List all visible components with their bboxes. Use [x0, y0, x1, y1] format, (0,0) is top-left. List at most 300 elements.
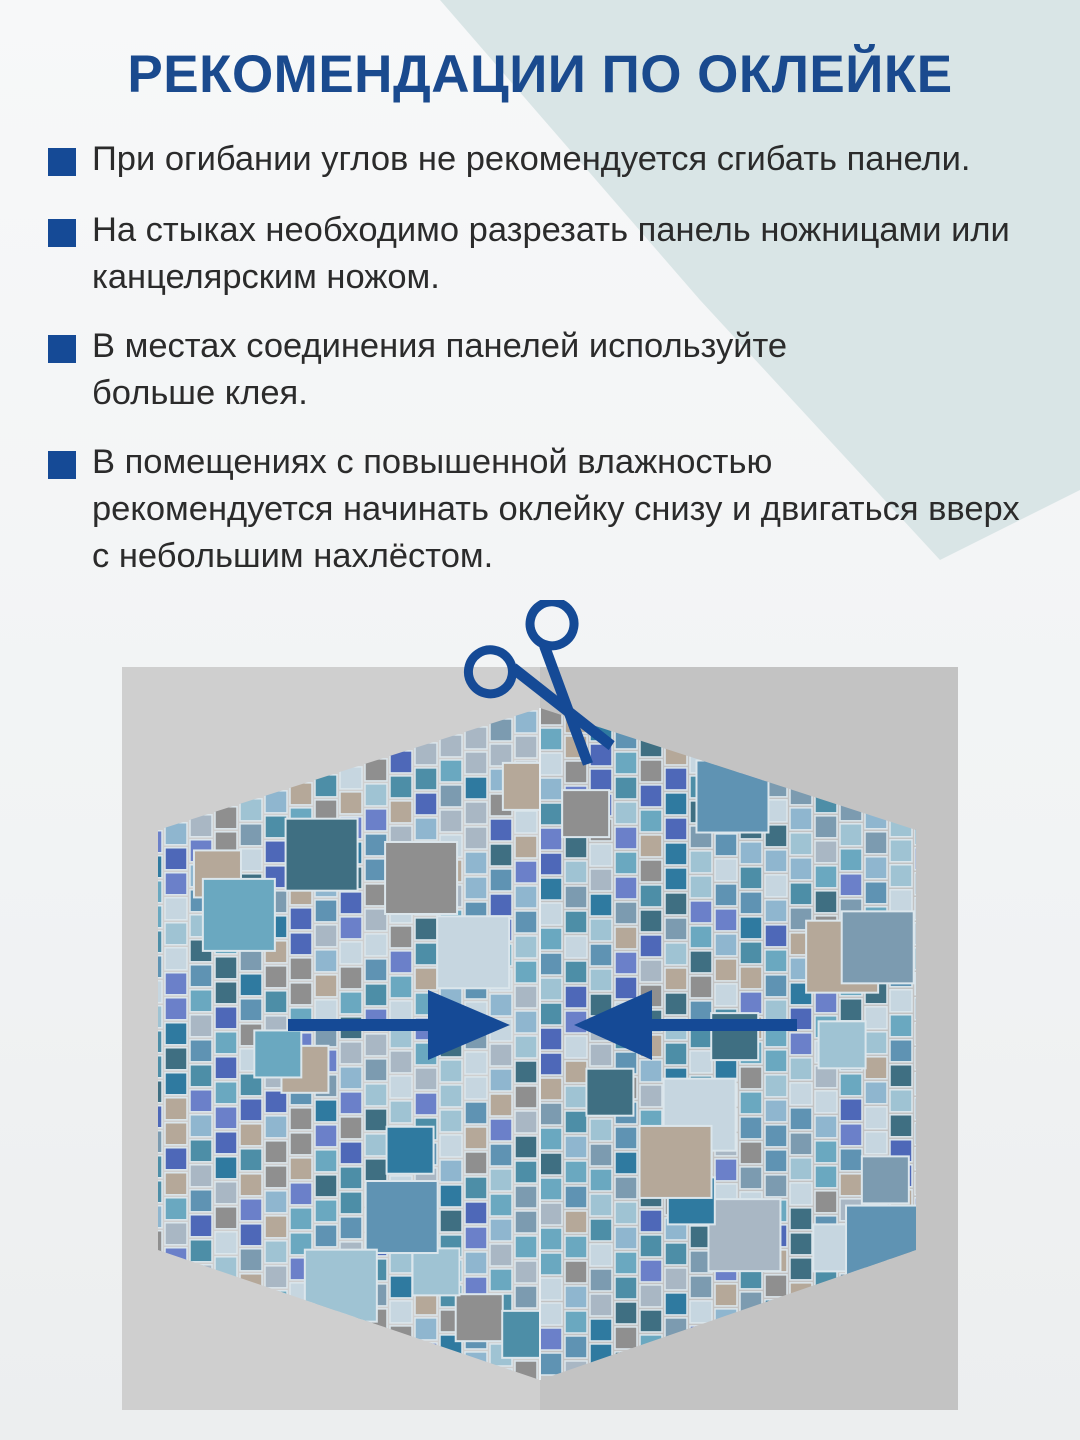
mosaic-tile — [615, 977, 637, 999]
mosaic-tile — [790, 1033, 812, 1055]
mosaic-tile — [490, 1244, 512, 1266]
mosaic-tile — [540, 828, 562, 850]
mosaic-tile — [90, 1222, 112, 1244]
mosaic-tile — [240, 849, 262, 871]
mosaic-tile — [815, 991, 837, 1013]
mosaic-tile — [640, 960, 662, 982]
mosaic-tile — [415, 768, 437, 790]
mosaic-tile — [590, 769, 612, 791]
mosaic-tile — [565, 961, 587, 983]
mosaic-tile — [665, 968, 687, 990]
mosaic-tile — [290, 1433, 312, 1440]
mosaic-tile — [740, 967, 762, 989]
mosaic-tile — [315, 1225, 337, 1247]
mosaic-tile — [740, 1117, 762, 1139]
mosaic-tile — [390, 1301, 412, 1323]
mosaic-tile — [790, 1108, 812, 1130]
mosaic-tile — [715, 834, 737, 856]
mosaic-tile — [190, 990, 212, 1012]
mosaic-tile — [790, 1083, 812, 1105]
mosaic-tile — [965, 1389, 987, 1411]
mosaic-tile — [365, 984, 387, 1006]
mosaic-tile — [890, 1015, 912, 1037]
mosaic-tile — [265, 1091, 287, 1113]
mosaic-tile — [615, 1177, 637, 1199]
mosaic-tile — [365, 809, 387, 831]
mosaic-tile — [90, 1122, 112, 1144]
mosaic-tile — [90, 1372, 112, 1394]
mosaic-tile — [765, 875, 787, 897]
mosaic-tile — [565, 1311, 587, 1333]
mosaic-tile — [565, 886, 587, 908]
mosaic-tile — [540, 1028, 562, 1050]
mosaic-tile — [765, 1000, 787, 1022]
mosaic-tile — [90, 772, 112, 794]
mosaic-tile-large — [640, 1126, 712, 1198]
mosaic-tile — [315, 1100, 337, 1122]
mosaic-tile — [515, 1211, 537, 1233]
mosaic-tile — [690, 1276, 712, 1298]
mosaic-tile — [665, 893, 687, 915]
mosaic-tile — [465, 877, 487, 899]
mosaic-tile — [765, 1150, 787, 1172]
mosaic-tile — [440, 1160, 462, 1182]
mosaic-tile — [690, 976, 712, 998]
mosaic-tile-large — [385, 842, 457, 914]
mosaic-tile — [265, 1166, 287, 1188]
mosaic-tile — [290, 983, 312, 1005]
mosaic-tile — [865, 1007, 887, 1029]
mosaic-tile — [540, 728, 562, 750]
mosaic-tile — [765, 1050, 787, 1072]
mosaic-tile — [965, 939, 987, 961]
mosaic-tile — [240, 1149, 262, 1171]
mosaic-tile — [315, 1000, 337, 1022]
mosaic-tile — [240, 824, 262, 846]
mosaic-tile — [340, 967, 362, 989]
mosaic-tile — [840, 1124, 862, 1146]
mosaic-tile — [165, 1073, 187, 1095]
mosaic-tile — [165, 998, 187, 1020]
mosaic-tile — [490, 894, 512, 916]
mosaic-tile — [340, 942, 362, 964]
mosaic-tile — [365, 1134, 387, 1156]
mosaic-tile — [565, 1061, 587, 1083]
mosaic-tile — [515, 1086, 537, 1108]
mosaic-tile — [290, 958, 312, 980]
mosaic-tile — [640, 860, 662, 882]
mosaic-tile — [615, 752, 637, 774]
mosaic-tile — [565, 861, 587, 883]
mosaic-tile — [965, 989, 987, 1011]
recommendation-text: В местах соединения панелей используйте больше клея. — [92, 327, 788, 412]
mosaic-tile — [290, 1208, 312, 1230]
mosaic-tile — [890, 890, 912, 912]
mosaic-tile — [440, 1185, 462, 1207]
mosaic-tile — [965, 1164, 987, 1186]
mosaic-tile — [715, 959, 737, 981]
mosaic-tile — [440, 810, 462, 832]
mosaic-tile — [265, 1191, 287, 1213]
mosaic-tile — [215, 982, 237, 1004]
mosaic-tile — [215, 957, 237, 979]
mosaic-tile — [240, 999, 262, 1021]
mosaic-tile — [465, 777, 487, 799]
mosaic-tile — [540, 1053, 562, 1075]
mosaic-tile — [340, 1117, 362, 1139]
mosaic-tile — [640, 885, 662, 907]
mosaic-tile — [765, 1125, 787, 1147]
mosaic-tile — [815, 1091, 837, 1113]
mosaic-tile — [965, 1364, 987, 1386]
mosaic-tile — [340, 1167, 362, 1189]
mosaic-tile — [90, 1397, 112, 1419]
mosaic-tile — [840, 1174, 862, 1196]
mosaic-tile — [665, 818, 687, 840]
mosaic-tile — [265, 1141, 287, 1163]
mosaic-tile — [290, 1408, 312, 1430]
mosaic-tile — [665, 1243, 687, 1265]
mosaic-tile — [90, 847, 112, 869]
mosaic-tile — [215, 1182, 237, 1204]
mosaic-tile — [215, 1207, 237, 1229]
mosaic-tile — [540, 1278, 562, 1300]
mosaic-tile — [290, 1108, 312, 1130]
mosaic-tile — [565, 911, 587, 933]
mosaic-tile — [615, 827, 637, 849]
mosaic-tile — [165, 1023, 187, 1045]
mosaic-tile — [190, 1040, 212, 1062]
mosaic-tile — [890, 1040, 912, 1062]
mosaic-tile — [415, 1318, 437, 1340]
mosaic-tile — [665, 843, 687, 865]
mosaic-tile — [590, 1244, 612, 1266]
mosaic-tile-large — [437, 916, 509, 988]
mosaic-tile — [190, 1165, 212, 1187]
mosaic-tile — [290, 1158, 312, 1180]
mosaic-tile — [590, 1219, 612, 1241]
mosaic-tile — [665, 918, 687, 940]
mosaic-tile — [965, 1414, 987, 1436]
mosaic-tile — [465, 1102, 487, 1124]
mosaic-tile — [315, 1425, 337, 1440]
mosaic-tile — [265, 991, 287, 1013]
mosaic-tile — [515, 886, 537, 908]
mosaic-tile — [540, 1078, 562, 1100]
mosaic-tile — [240, 1424, 262, 1440]
mosaic-tile — [490, 1219, 512, 1241]
mosaic-tile — [590, 1269, 612, 1291]
mosaic-tile — [290, 1183, 312, 1205]
mosaic-tile — [215, 1407, 237, 1429]
mosaic-tile — [965, 964, 987, 986]
mosaic-tile — [515, 836, 537, 858]
mosaic-tile — [390, 1251, 412, 1273]
mosaic-tile — [890, 1065, 912, 1087]
mosaic-tile — [490, 1194, 512, 1216]
mosaic-tile — [465, 1202, 487, 1224]
mosaic-tile — [765, 950, 787, 972]
mosaic-tile — [690, 901, 712, 923]
mosaic-tile — [740, 942, 762, 964]
mosaic-tile — [615, 777, 637, 799]
mosaic-tile — [640, 1260, 662, 1282]
mosaic-tile — [90, 872, 112, 894]
mosaic-tile — [440, 785, 462, 807]
mosaic-tile — [515, 936, 537, 958]
mosaic-tile — [190, 1240, 212, 1262]
mosaic-tile — [965, 1339, 987, 1361]
mosaic-tile — [565, 1111, 587, 1133]
mosaic-tile — [90, 972, 112, 994]
mosaic-tile — [740, 1417, 762, 1439]
mosaic-tile — [465, 1077, 487, 1099]
mosaic-tile — [665, 1268, 687, 1290]
mosaic-tile — [540, 953, 562, 975]
mosaic-tile-large — [387, 1127, 434, 1174]
mosaic-tile — [490, 1094, 512, 1116]
mosaic-tile — [590, 944, 612, 966]
recommendation-list — [48, 136, 1058, 580]
mosaic-tile — [965, 889, 987, 911]
mosaic-tile — [365, 859, 387, 881]
mosaic-tile — [540, 878, 562, 900]
mosaic-tile — [765, 900, 787, 922]
mosaic-tile — [615, 1252, 637, 1274]
mosaic-tile — [415, 943, 437, 965]
mosaic-tile — [365, 834, 387, 856]
mosaic-tile — [440, 1135, 462, 1157]
mosaic-tile — [615, 1327, 637, 1349]
mosaic-tile — [415, 1068, 437, 1090]
mosaic-tile — [465, 752, 487, 774]
mosaic-tile — [690, 926, 712, 948]
mosaic-tile — [165, 1198, 187, 1220]
recommendation-item — [48, 207, 1022, 301]
recommendation-text: На стыках необходимо разрезать панель ножницами или канцелярским ножом. — [92, 211, 1010, 296]
mosaic-tile — [840, 1074, 862, 1096]
mosaic-tile — [965, 1039, 987, 1061]
mosaic-tile — [740, 1167, 762, 1189]
mosaic-tile — [965, 1064, 987, 1086]
mosaic-tile — [740, 917, 762, 939]
mosaic-tile — [740, 892, 762, 914]
mosaic-tile — [190, 1065, 212, 1087]
mosaic-tile — [590, 1119, 612, 1141]
mosaic-tile — [840, 874, 862, 896]
mosaic-tile — [690, 876, 712, 898]
mosaic-tile — [740, 992, 762, 1014]
mosaic-tile — [565, 1236, 587, 1258]
mosaic-tile — [465, 802, 487, 824]
mosaic-tile — [765, 1175, 787, 1197]
mosaic-tile — [490, 1169, 512, 1191]
mosaic-tile — [465, 1052, 487, 1074]
mosaic-tile — [965, 1314, 987, 1336]
mosaic-tile — [515, 1111, 537, 1133]
mosaic-tile — [165, 923, 187, 945]
mosaic-tile — [965, 789, 987, 811]
mosaic-tile — [415, 793, 437, 815]
mosaic-tile — [340, 892, 362, 914]
mosaic-tile — [90, 997, 112, 1019]
mosaic-tile — [540, 928, 562, 950]
mosaic-tile — [290, 908, 312, 930]
mosaic-tile — [365, 934, 387, 956]
mosaic-tile — [615, 1152, 637, 1174]
mosaic-tile — [540, 978, 562, 1000]
mosaic-tile — [665, 768, 687, 790]
mosaic-tile — [465, 1127, 487, 1149]
mosaic-tile — [90, 822, 112, 844]
mosaic-tile — [790, 883, 812, 905]
mosaic-tile — [265, 1416, 287, 1438]
mosaic-tile — [490, 869, 512, 891]
mosaic-tile — [465, 1152, 487, 1174]
mosaic-tile — [565, 836, 587, 858]
mosaic-tile — [965, 1214, 987, 1236]
mosaic-tile — [490, 994, 512, 1016]
mosaic-tile — [890, 840, 912, 862]
mosaic-tile — [965, 1239, 987, 1261]
mosaic-tile — [90, 922, 112, 944]
mosaic-tile — [915, 1423, 937, 1440]
mosaic-tile — [865, 1132, 887, 1154]
mosaic-tile — [340, 1067, 362, 1089]
mosaic-tile — [640, 910, 662, 932]
mosaic-tile — [865, 1082, 887, 1104]
mosaic-tile — [365, 1034, 387, 1056]
mosaic-tile — [565, 1286, 587, 1308]
mosaic-tile — [590, 1194, 612, 1216]
mosaic-tile — [565, 936, 587, 958]
mosaic-tile — [540, 1253, 562, 1275]
mosaic-tile — [515, 1186, 537, 1208]
bullet-square-icon — [48, 451, 76, 479]
mosaic-tile — [465, 1227, 487, 1249]
mosaic-tile — [215, 1432, 237, 1440]
mosaic-tile — [690, 1301, 712, 1323]
mosaic-tile — [690, 1051, 712, 1073]
mosaic-tile — [590, 1294, 612, 1316]
mosaic-tile — [365, 1409, 387, 1431]
mosaic-tile — [965, 1264, 987, 1286]
mosaic-tile — [90, 1022, 112, 1044]
mosaic-tile — [90, 897, 112, 919]
mosaic-tile — [340, 1142, 362, 1164]
mosaic-tile — [790, 1233, 812, 1255]
mosaic-tile — [965, 764, 987, 786]
mosaic-tile — [465, 1252, 487, 1274]
recommendation-item — [48, 439, 1022, 580]
mosaic-tile — [940, 1431, 962, 1440]
mosaic-tile — [690, 951, 712, 973]
mosaic-tile — [640, 760, 662, 782]
mosaic-tile — [840, 824, 862, 846]
mosaic-tile — [665, 943, 687, 965]
mosaic-tile — [890, 1115, 912, 1137]
mosaic-tile — [590, 969, 612, 991]
mosaic-tile — [665, 793, 687, 815]
mosaic-tile — [165, 1223, 187, 1245]
mosaic-tile — [90, 947, 112, 969]
mosaic-tile — [440, 1110, 462, 1132]
mosaic-tile — [90, 1047, 112, 1069]
mosaic-tile — [390, 1276, 412, 1298]
mosaic-tile — [165, 1123, 187, 1145]
mosaic-tile — [340, 917, 362, 939]
mosaic-tile — [765, 850, 787, 872]
mosaic-tile — [590, 1169, 612, 1191]
mosaic-tile — [365, 1159, 387, 1181]
mosaic-tile — [365, 1084, 387, 1106]
mosaic-tile — [190, 1190, 212, 1212]
mosaic-tile — [540, 1353, 562, 1375]
mosaic-tile — [515, 1011, 537, 1033]
mosaic-tile-large — [456, 1294, 503, 1341]
mosaic-tile — [340, 792, 362, 814]
mosaic-tile-large — [819, 1021, 866, 1068]
mosaic-tile — [690, 851, 712, 873]
mosaic-tile — [640, 1085, 662, 1107]
corner-illustration — [0, 600, 1080, 1440]
mosaic-tile — [865, 1032, 887, 1054]
mosaic-tile — [165, 1423, 187, 1440]
mosaic-tile — [165, 1048, 187, 1070]
mosaic-tile — [265, 1241, 287, 1263]
mosaic-tile — [490, 1144, 512, 1166]
mosaic-tile — [965, 1139, 987, 1161]
mosaic-tile — [365, 1109, 387, 1131]
mosaic-tile — [715, 859, 737, 881]
mosaic-tile — [490, 1269, 512, 1291]
mosaic-tile — [540, 853, 562, 875]
mosaic-tile — [965, 1114, 987, 1136]
mosaic-tile — [540, 1228, 562, 1250]
mosaic-tile — [665, 993, 687, 1015]
mosaic-tile — [665, 1043, 687, 1065]
mosaic-tile — [240, 1224, 262, 1246]
mosaic-tile — [790, 858, 812, 880]
mosaic-tile-large — [412, 1248, 459, 1295]
mosaic-tile — [390, 976, 412, 998]
mosaic-tile — [740, 1142, 762, 1164]
mosaic-tile — [315, 950, 337, 972]
mosaic-tile — [790, 1408, 812, 1430]
mosaic-tile — [290, 933, 312, 955]
mosaic-tile — [615, 952, 637, 974]
mosaic-tile — [215, 1057, 237, 1079]
mosaic-tile — [315, 1125, 337, 1147]
bullet-square-icon — [48, 148, 76, 176]
mosaic-tile — [765, 975, 787, 997]
mosaic-tile — [590, 644, 612, 666]
mosaic-tile — [715, 1409, 737, 1431]
mosaic-tile — [715, 1159, 737, 1181]
mosaic-tile — [240, 1099, 262, 1121]
mosaic-tile — [640, 1235, 662, 1257]
mosaic-tile — [315, 975, 337, 997]
mosaic-tile — [865, 1432, 887, 1440]
mosaic-tile — [840, 1424, 862, 1440]
mosaic-tile — [90, 1147, 112, 1169]
mosaic-tile — [715, 909, 737, 931]
mosaic-tile — [565, 1036, 587, 1058]
mosaic-tile — [640, 1060, 662, 1082]
mosaic-tile — [540, 1303, 562, 1325]
mosaic-tile — [165, 1148, 187, 1170]
mosaic-tile — [190, 1215, 212, 1237]
